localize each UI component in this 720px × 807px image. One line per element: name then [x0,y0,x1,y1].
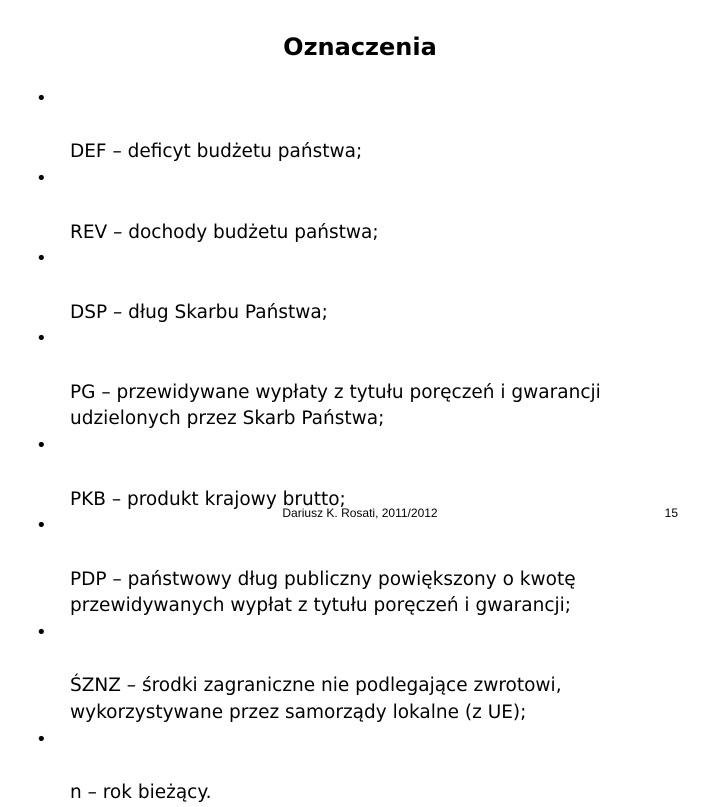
list-item-text: ŚZNZ – środki zagraniczne nie podlegające zwrotowi, wykorzystywane przez samorządy lokalne (z UE); [70,675,562,724]
page-number: 15 [664,506,678,520]
bullet-icon: • [36,168,47,190]
list-item-text: PKB – produkt krajowy brutto; [70,488,346,510]
bullet-icon: • [36,248,47,270]
bullet-icon: • [36,435,47,457]
bullet-icon: • [36,728,47,750]
list-item [36,246,686,326]
list-item [36,326,686,433]
bullet-icon: • [36,515,47,537]
list-item-text: DEF – deficyt budżetu państwa; [70,141,363,163]
list-item-text: DSP – dług Skarbu Państwa; [70,301,328,323]
footer-author: Dariusz K. Rosati, 2011/2012 [282,506,438,520]
list-item-text: PDP – państwowy dług publiczny powiększony o kwotę przewidywanych wypłat z tytułu poręczeń i gwarancji; [70,568,576,617]
list-item [36,620,686,727]
list-item-text: PG – przewidywane wypłaty z tytułu poręczeń i gwarancji udzielonych przez Skarb Państwa; [70,381,601,430]
list-item [36,166,686,246]
list-item-text: REV – dochody budżetu państwa; [70,221,379,243]
list-item [36,86,686,166]
slide-title: Oznaczenia [283,33,437,61]
list-item-text: n – rok bieżący. [70,782,212,804]
bullet-icon: • [36,622,47,644]
bullet-list [36,86,686,807]
list-item [36,433,686,513]
list-item [36,727,686,807]
bullet-icon: • [36,88,47,109]
bullet-icon: • [36,328,47,350]
list-item [36,513,686,620]
